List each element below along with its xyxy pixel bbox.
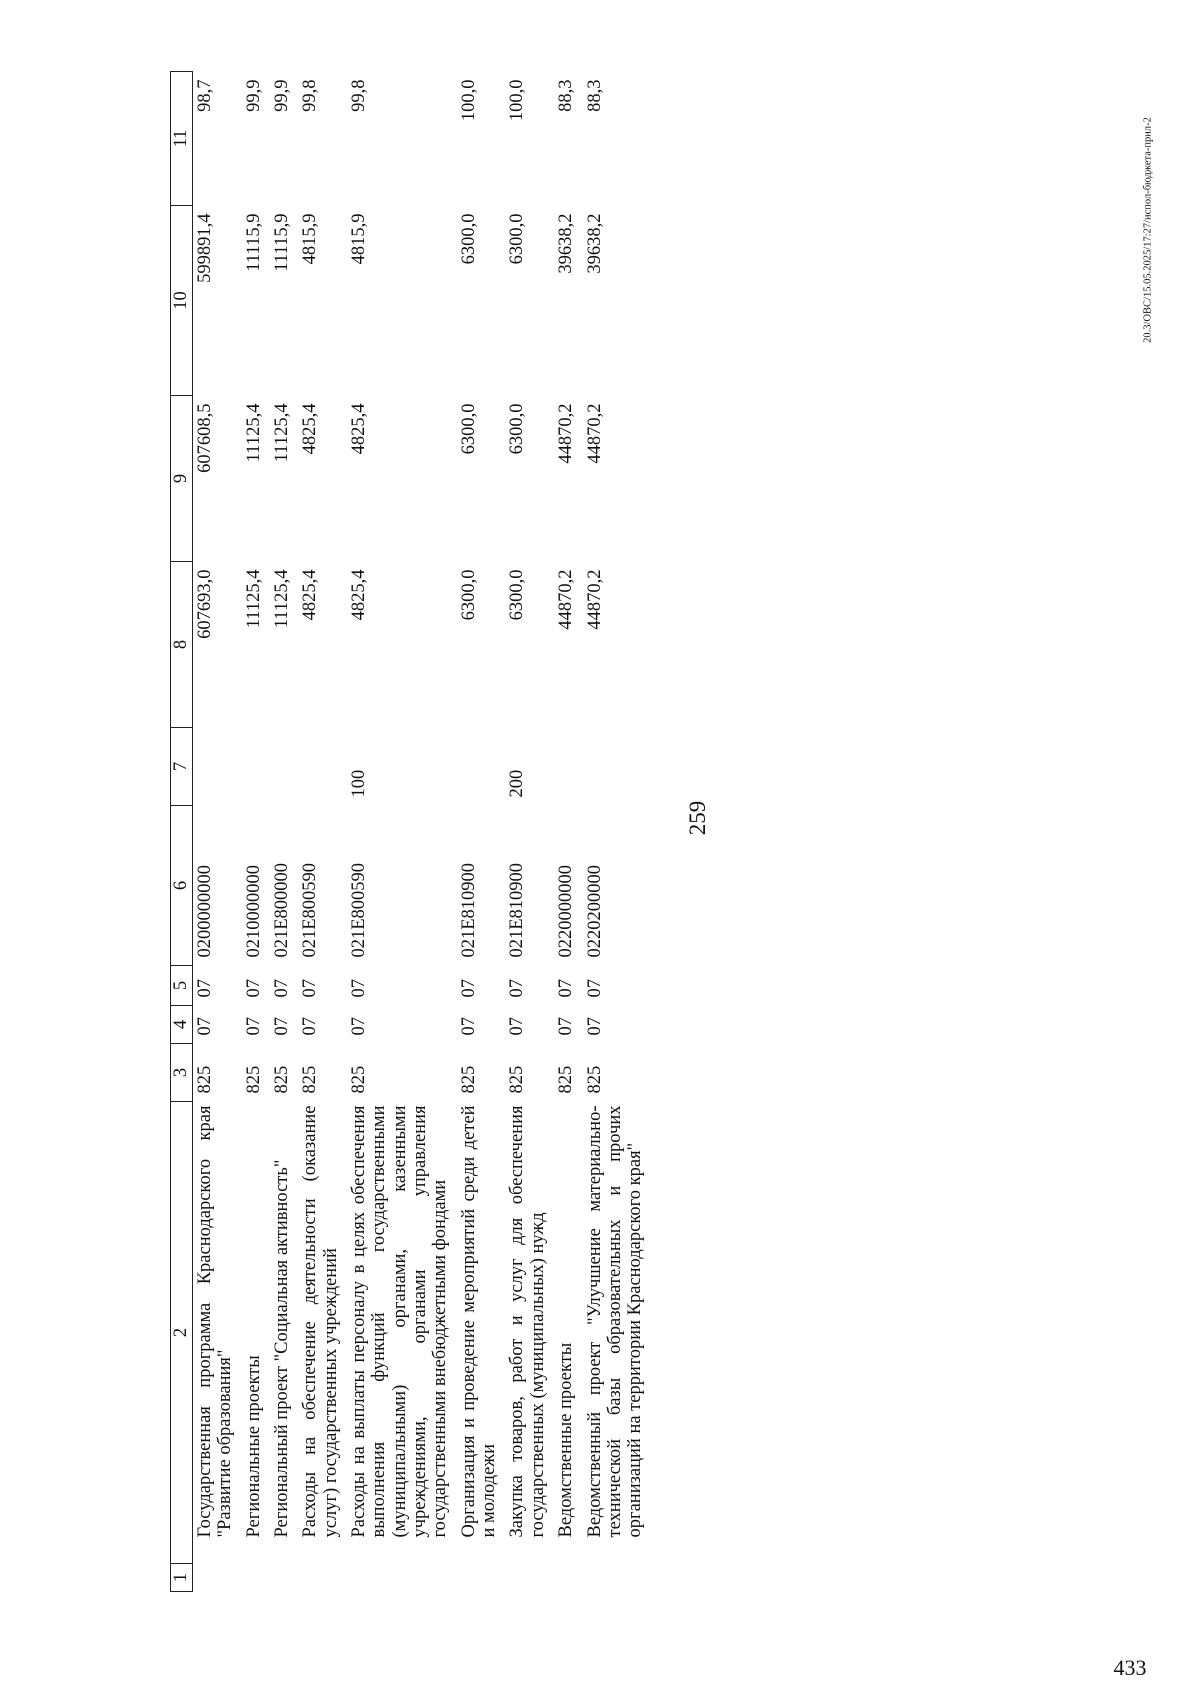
budget-list-amount-cell: 6300,0 [507,403,528,455]
row-name-cell: Региональные проекты [243,1355,264,1538]
row-number-cell [193,1564,242,1592]
budget-list-amount-cell: 44870,2 [556,403,577,464]
subsection-cell: 07 [556,979,577,998]
ministry-code-cell: 825 [349,1065,370,1094]
row-number-cell [583,1564,652,1592]
page-number-top: 259 [685,800,710,836]
section-cell: 07 [507,1017,528,1036]
target-article-cell: 021Е810900 [507,862,528,958]
ministry-code-cell: 825 [195,1065,215,1094]
ministry-code-cell: 825 [507,1065,528,1094]
section-cell: 07 [584,1017,605,1036]
subsection-cell: 07 [507,979,528,998]
column-header-6: 6 [171,806,193,966]
row-number-cell [242,1564,270,1592]
percent-executed-cell: 98,7 [195,79,215,112]
approved-amount-cell: 11125,4 [272,569,293,629]
section-cell: 07 [458,1017,479,1036]
ministry-code-cell: 825 [584,1065,605,1094]
percent-executed-cell: 88,3 [556,79,577,112]
approved-amount-cell: 44870,2 [584,569,605,630]
row-number-cell [298,1564,347,1592]
target-article-cell: 021Е800590 [300,862,321,958]
row-name-cell: Государственная программа Краснодарского края "Развитие образования" [195,1105,236,1538]
section-cell: 07 [195,1017,215,1036]
row-name-cell: Расходы на обеспечение деятельности (оказание услуг) государственных учреждений [300,1105,341,1538]
rotated-table-container [170,72,960,1592]
ministry-code-cell: 825 [272,1065,293,1094]
approved-amount-cell: 607693,0 [195,569,215,639]
table-row [457,72,506,1592]
budget-list-amount-cell: 44870,2 [584,403,605,464]
column-header-8: 8 [171,562,193,728]
percent-executed-cell: 99,8 [300,79,321,112]
budget-table [170,71,652,1592]
target-article-cell: 021Е800590 [349,862,370,958]
expense-type-cell [298,728,347,806]
expense-type-cell [457,728,506,806]
column-header-5: 5 [171,966,193,1006]
table-row [554,72,582,1592]
row-name-cell: Организация и проведение мероприятий среди детей и молодежи [458,1105,500,1538]
row-number-cell [554,1564,582,1592]
section-cell: 07 [349,1017,370,1036]
percent-executed-cell: 100,0 [458,79,479,122]
section-cell: 07 [272,1017,293,1036]
budget-list-amount-cell: 6300,0 [458,403,479,455]
table-header-row [171,72,193,1592]
percent-executed-cell: 88,3 [584,79,605,112]
subsection-cell: 07 [243,979,264,998]
expense-type-cell [193,728,242,806]
page-number-bottom: 433 [1113,1655,1147,1680]
table-row [505,72,554,1592]
table-body [193,72,652,1592]
percent-executed-cell: 99,9 [272,79,293,112]
section-cell: 07 [243,1017,264,1036]
approved-amount-cell: 11125,4 [243,569,264,629]
row-name-cell: Региональный проект "Социальная активность" [272,1159,293,1538]
executed-amount-cell: 4815,9 [349,213,370,265]
approved-amount-cell: 6300,0 [458,569,479,621]
budget-list-amount-cell: 11125,4 [272,403,293,463]
table-row [347,72,457,1592]
budget-list-amount-cell: 4825,4 [300,403,321,455]
row-number-cell [347,1564,457,1592]
percent-executed-cell: 99,8 [349,79,370,112]
approved-amount-cell: 6300,0 [507,569,528,621]
table-row [193,72,242,1592]
executed-amount-cell: 599891,4 [195,213,215,283]
column-header-7: 7 [171,728,193,806]
expense-type-cell: 100 [349,769,370,798]
expense-type-cell [270,728,298,806]
executed-amount-cell: 39638,2 [584,213,605,274]
executed-amount-cell: 11115,9 [243,213,264,272]
budget-list-amount-cell: 4825,4 [349,403,370,455]
subsection-cell: 07 [195,979,215,998]
subsection-cell: 07 [458,979,479,998]
row-name-cell: Ведомственный проект "Улучшение материально-технической базы образовательных и прочих организаций на территории Краснодарского края" [584,1105,646,1538]
column-header-9: 9 [171,396,193,562]
executed-amount-cell: 11115,9 [272,213,293,272]
column-header-11: 11 [171,72,193,206]
target-article-cell: 0210000000 [243,865,264,958]
expense-type-cell: 200 [507,769,528,798]
row-name-cell: Ведомственные проекты [556,1342,577,1538]
ministry-code-cell: 825 [243,1065,264,1094]
subsection-cell: 07 [272,979,293,998]
expense-type-cell [583,728,652,806]
target-article-cell: 021Е800000 [272,862,293,958]
table-row [242,72,270,1592]
row-number-cell [505,1564,554,1592]
budget-list-amount-cell: 607608,5 [195,403,215,473]
executed-amount-cell: 6300,0 [507,213,528,265]
executed-amount-cell: 4815,9 [300,213,321,265]
column-header-10: 10 [171,206,193,396]
column-header-2: 2 [171,1102,193,1564]
section-cell: 07 [556,1017,577,1036]
ministry-code-cell: 825 [300,1065,321,1094]
subsection-cell: 07 [300,979,321,998]
expense-type-cell [242,728,270,806]
budget-list-amount-cell: 11125,4 [243,403,264,463]
executed-amount-cell: 39638,2 [556,213,577,274]
table-row [270,72,298,1592]
column-header-4: 4 [171,1006,193,1044]
percent-executed-cell: 100,0 [507,79,528,122]
target-article-cell: 0220200000 [584,865,605,958]
expense-type-cell [554,728,582,806]
row-name-cell: Закупка товаров, работ и услуг для обеспечения государственных (муниципальных) нужд [507,1105,548,1538]
row-number-cell [457,1564,506,1592]
approved-amount-cell: 4825,4 [300,569,321,621]
ministry-code-cell: 825 [458,1065,479,1094]
table-row [583,72,652,1592]
executed-amount-cell: 6300,0 [458,213,479,265]
footer-file-path: 20.3/ОВС/15.05.2025/17:27/испол-бюджета-прил-2 [1142,117,1154,343]
approved-amount-cell: 4825,4 [349,569,370,621]
target-article-cell: 0220000000 [556,865,577,958]
column-header-1: 1 [171,1564,193,1592]
subsection-cell: 07 [584,979,605,998]
row-number-cell [270,1564,298,1592]
section-cell: 07 [300,1017,321,1036]
target-article-cell: 021Е810900 [458,862,479,958]
target-article-cell: 0200000000 [195,865,215,958]
subsection-cell: 07 [349,979,370,998]
column-header-3: 3 [171,1044,193,1102]
approved-amount-cell: 44870,2 [556,569,577,630]
table-row [298,72,347,1592]
ministry-code-cell: 825 [556,1065,577,1094]
percent-executed-cell: 99,9 [243,79,264,112]
row-name-cell: Расходы на выплаты персоналу в целях обеспечения выполнения функций государственными (муниципальными) органами, казенными учреждениями, органами управления государственными внебюджетными фондами [349,1105,451,1538]
